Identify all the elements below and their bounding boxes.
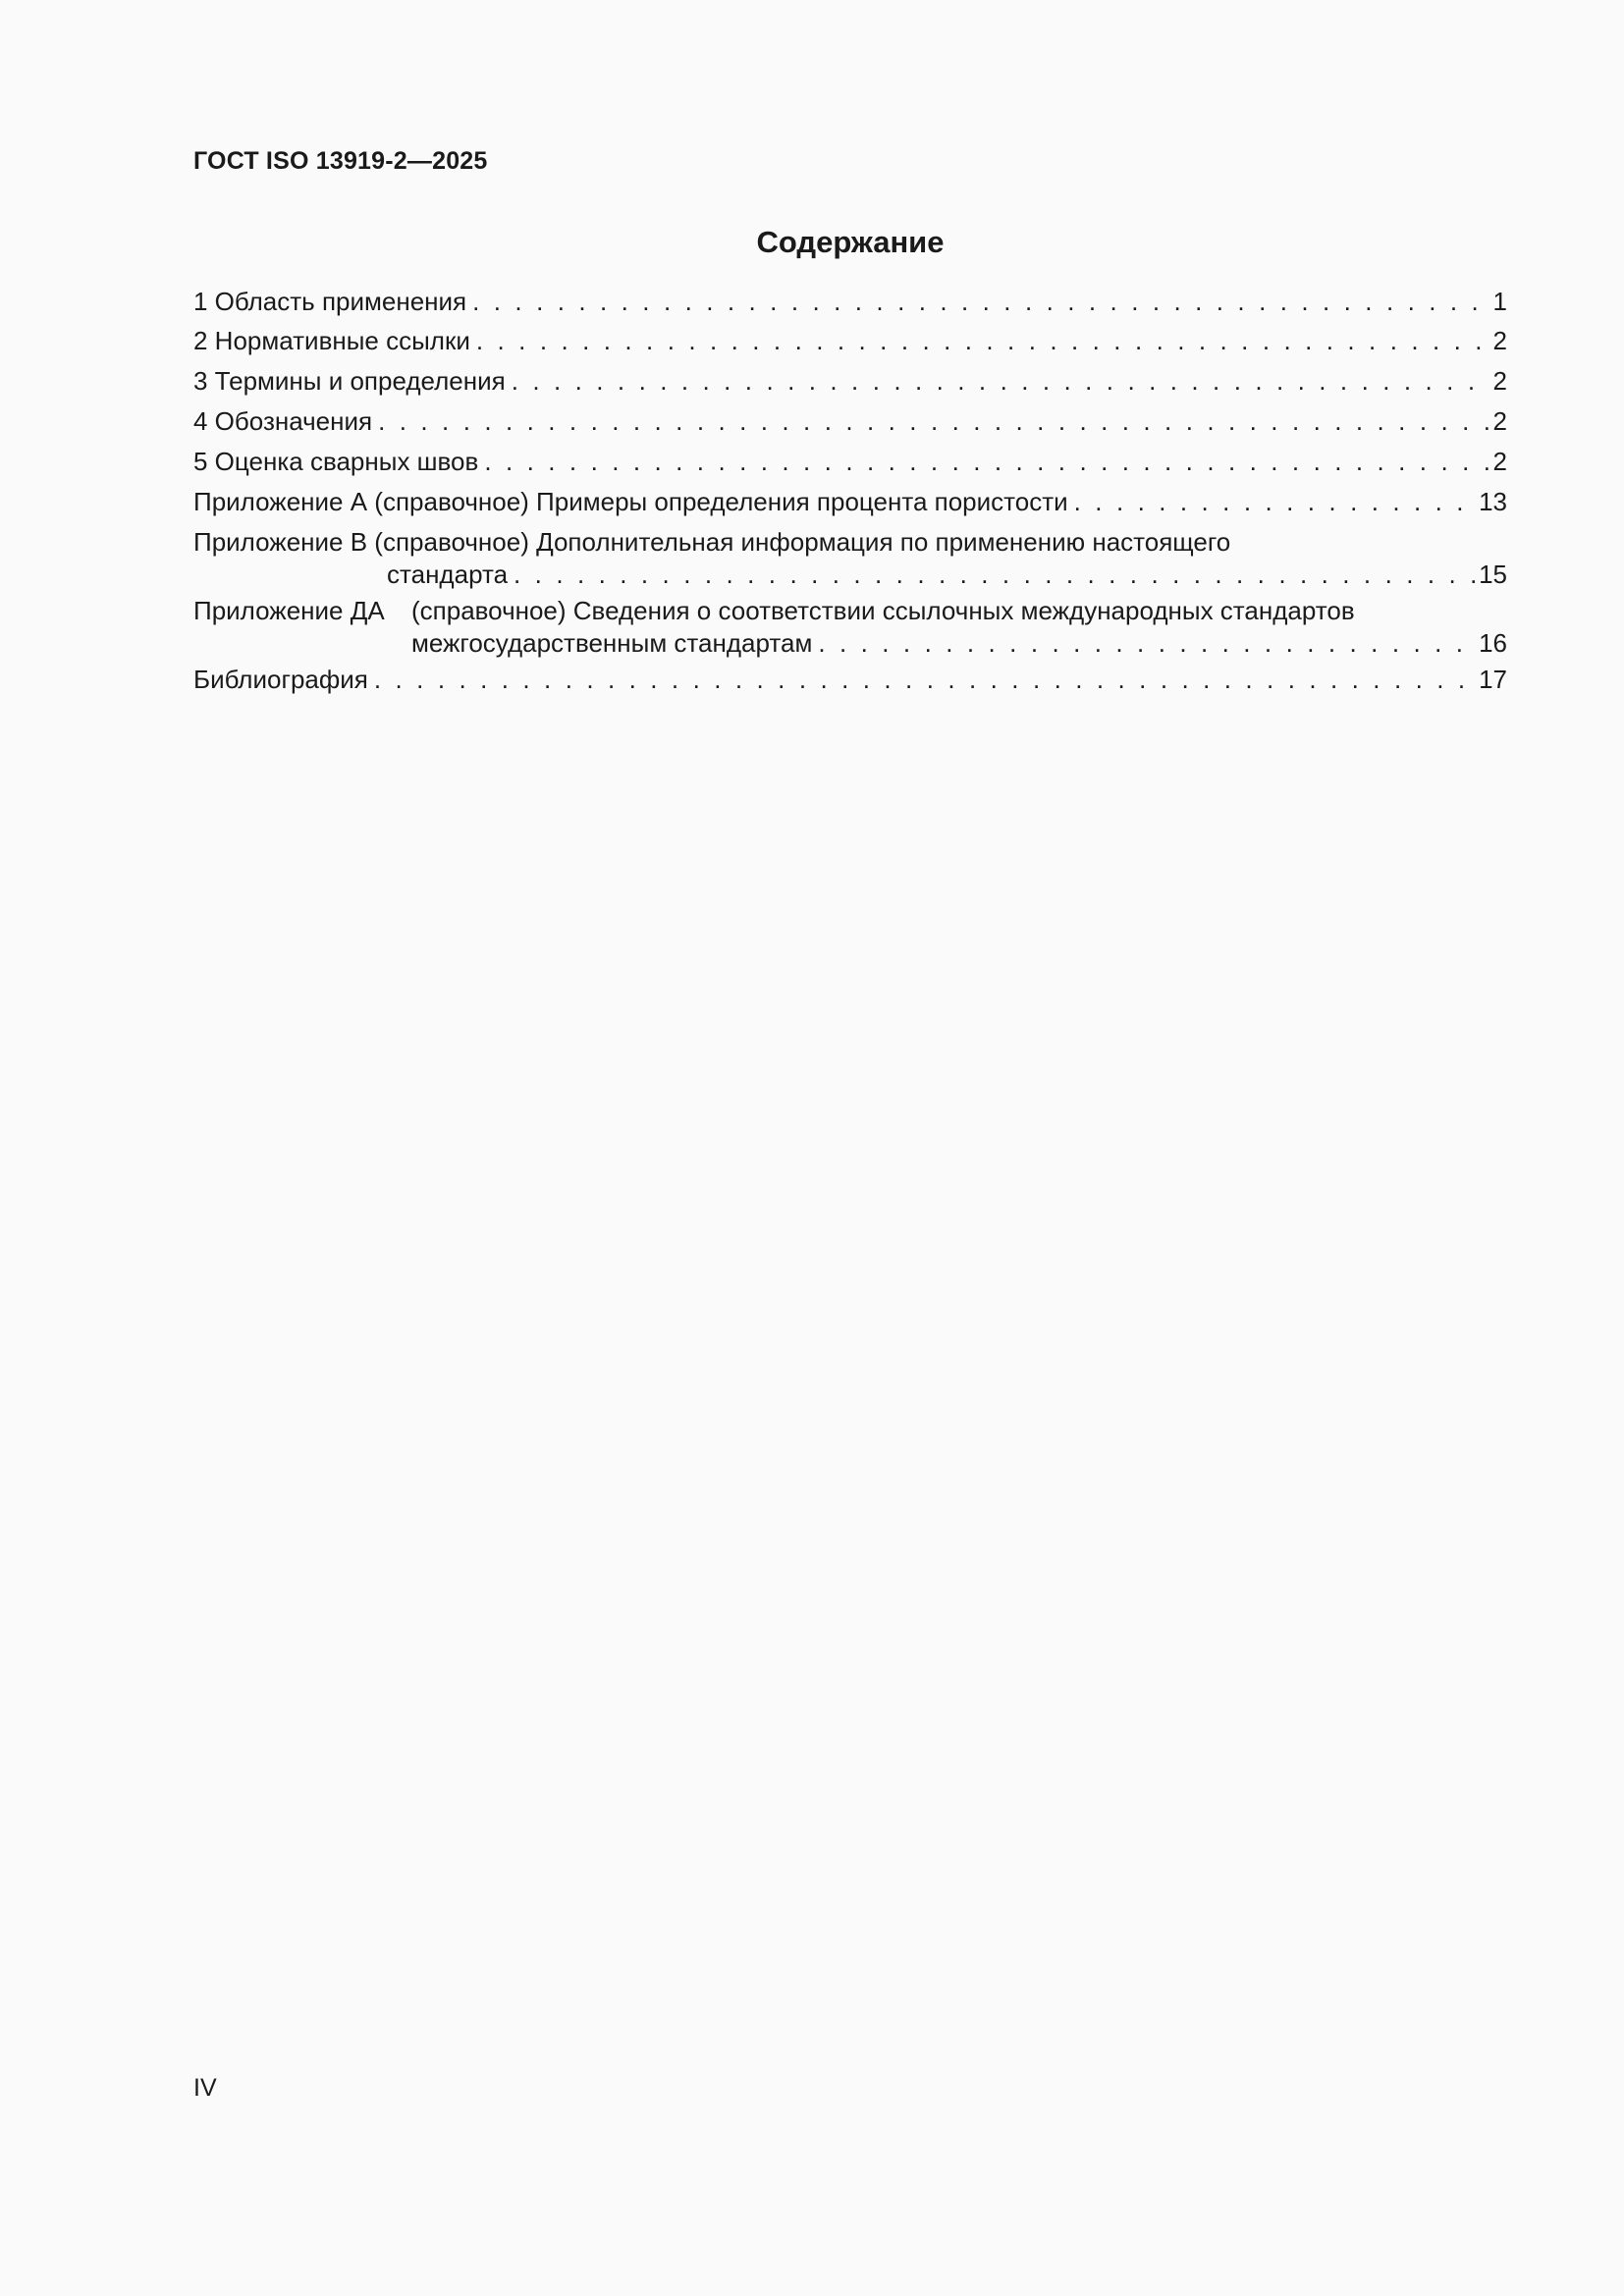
toc-entry-page: 2 xyxy=(1492,366,1507,396)
toc-entry-page: 15 xyxy=(1479,560,1507,589)
toc-entry-terms-definitions[interactable] xyxy=(193,365,1507,398)
toc-entry-text-continued: межгосударственным стандартам xyxy=(411,628,813,658)
dot-leader xyxy=(372,405,1489,438)
toc-entry-page: 16 xyxy=(1479,628,1507,658)
dot-leader xyxy=(466,286,1489,317)
dot-leader xyxy=(1068,486,1475,518)
toc-entry-text: Библиография xyxy=(193,665,368,694)
toc-entry-page: 2 xyxy=(1492,326,1507,355)
dot-leader xyxy=(812,627,1475,660)
toc-entry-annex-da[interactable] xyxy=(193,595,1507,660)
toc-entry-page: 1 xyxy=(1492,287,1507,316)
toc-title: Содержание xyxy=(756,225,945,259)
page-number: IV xyxy=(193,2074,217,2102)
toc-entry-text: 4 Обозначения xyxy=(193,406,373,436)
toc-entry-page: 17 xyxy=(1479,665,1507,694)
toc-entry-annex-a[interactable] xyxy=(193,486,1507,518)
toc-entry-text-continued: стандарта xyxy=(387,560,509,589)
toc-entry-text: (справочное) Сведения о соответствии ссылочных международных стандартов xyxy=(411,596,1355,625)
toc-entry-text: Приложение А (справочное) Примеры определения процента пористости xyxy=(193,487,1068,516)
toc-entry-text: 2 Нормативные ссылки xyxy=(193,326,470,355)
dot-leader xyxy=(508,559,1475,591)
toc-entry-page: 2 xyxy=(1492,447,1507,476)
toc-entry-bibliography[interactable] xyxy=(193,664,1507,696)
dot-leader xyxy=(368,664,1475,696)
toc-entry-text: 5 Оценка сварных швов xyxy=(193,447,479,476)
toc-entry-scope[interactable] xyxy=(193,286,1507,317)
toc-entry-text: 3 Термины и определения xyxy=(193,366,506,396)
dot-leader xyxy=(470,325,1489,357)
toc-entry-annex-b[interactable] xyxy=(193,526,1507,591)
toc-entry-text: 1 Область применения xyxy=(193,287,467,316)
dot-leader xyxy=(506,365,1489,398)
document-code: ГОСТ ISO 13919-2—2025 xyxy=(193,147,488,175)
toc-entry-label: Приложение В xyxy=(193,527,368,557)
toc-entry-text: (справочное) Дополнительная информация по применению настоящего xyxy=(374,527,1231,557)
dot-leader xyxy=(478,446,1489,478)
toc-entry-normative-references[interactable] xyxy=(193,325,1507,357)
toc-entry-page: 2 xyxy=(1492,406,1507,436)
toc-entry-symbols[interactable] xyxy=(193,405,1507,438)
toc-entry-weld-assessment[interactable] xyxy=(193,446,1507,478)
toc-entry-page: 13 xyxy=(1479,487,1507,516)
toc-entry-label: Приложение ДА xyxy=(193,596,385,625)
table-of-contents xyxy=(193,286,1507,696)
